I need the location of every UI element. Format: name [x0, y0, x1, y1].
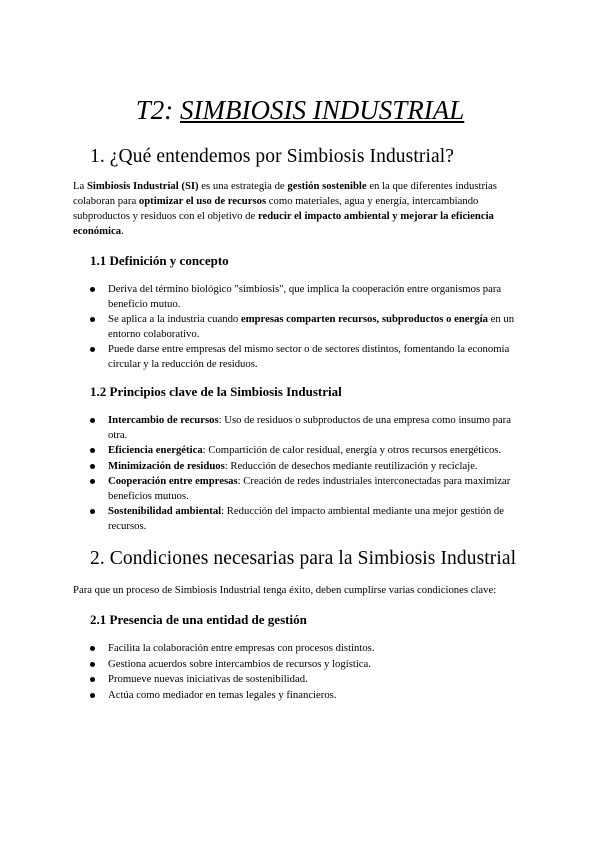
list-item-bold-text: Cooperación entre empresas: [108, 475, 238, 487]
paragraph-bold-text: Simbiosis Industrial (SI): [86, 180, 199, 192]
list-item-text: en un entorno colaborativo.: [108, 313, 515, 340]
subsection-2-1-heading: 2.1 Presencia de una entidad de gestión: [90, 612, 307, 627]
list-item: [88, 474, 520, 503]
subsection-2-1-list: [88, 641, 520, 703]
document-title: [0, 95, 600, 126]
title-prefix: T2:: [135, 95, 181, 125]
paragraph-text: La: [73, 180, 87, 192]
subsection-1-1-list: [88, 282, 520, 372]
paragraph-bold-text: reducir el impacto ambiental y mejorar la eficiencia económica: [73, 210, 494, 237]
list-item-text: Se aplica a la industria cuando: [108, 313, 241, 325]
section-1-heading: 1. ¿Qué entendemos por Simbiosis Industrial?: [90, 146, 455, 167]
subsection-1-2-heading: 1.2 Principios clave de la Simbiosis Industrial: [90, 384, 342, 399]
list-item-text: Puede darse entre empresas del mismo sector o de sectores distintos, fomentando la economía circular y la reducción de residuos.: [108, 343, 510, 370]
section-2-intro: [73, 583, 523, 598]
list-item-bold-text: Minimización de residuos: [108, 459, 225, 472]
title-main: SIMBIOSIS INDUSTRIAL: [180, 95, 465, 125]
list-item: [88, 443, 520, 458]
list-item-bold-text: Intercambio de recursos: [108, 414, 219, 426]
paragraph-text: .: [121, 225, 124, 237]
list-item: [88, 282, 520, 311]
list-item: [88, 342, 520, 371]
list-item-bold-text: Sostenibilidad ambiental: [108, 505, 222, 517]
list-item: [88, 672, 520, 687]
list-item: [88, 641, 520, 656]
list-item: [88, 688, 520, 703]
section-2-heading: 2. Condiciones necesarias para la Simbiosis Industrial: [90, 548, 517, 569]
list-item-text: Promueve nuevas iniciativas de sostenibilidad.: [108, 673, 308, 685]
list-item-text: Actúa como mediador en temas legales y financieros.: [108, 688, 337, 701]
paragraph-text: en la que diferentes industrias colaboran para: [73, 180, 497, 207]
list-item: [88, 504, 520, 533]
list-item: [88, 312, 520, 341]
list-item-text: : Creación de redes industriales interconectadas para maximizar beneficios mutuos.: [108, 475, 511, 502]
list-item: [88, 657, 520, 672]
list-item-bold-text: empresas comparten recursos, subproductos o energía: [240, 313, 488, 325]
list-item: [88, 413, 520, 442]
paragraph-text: es una estrategia de: [198, 180, 288, 192]
subsection-1-2-list: [88, 413, 520, 534]
paragraph-text: Para que un proceso de Simbiosis Industrial tenga éxito, deben cumplirse varias condiciones clave:: [73, 584, 497, 596]
list-item-text: Deriva del término biológico "simbiosis", que implica la cooperación entre organismos para beneficio mutuo.: [108, 283, 502, 310]
list-item-text: : Uso de residuos o subproductos de una empresa como insumo para otra.: [108, 414, 511, 441]
list-item-text: : Reducción de desechos mediante reutilización y reciclaje.: [224, 459, 478, 472]
subsection-1-1-heading: 1.1 Definición y concepto: [90, 253, 229, 268]
list-item-text: Facilita la colaboración entre empresas con procesos distintos.: [108, 642, 375, 654]
list-item-text: Gestiona acuerdos sobre intercambios de recursos y logística.: [108, 657, 371, 670]
paragraph-bold-text: optimizar el uso de recursos: [138, 195, 267, 207]
section-1-intro: [73, 179, 523, 239]
paragraph-bold-text: gestión sostenible: [287, 180, 367, 192]
list-item-bold-text: Eficiencia energética: [108, 444, 203, 456]
paragraph-text: como materiales, agua y energía, intercambiando subproductos y residuos con el objetivo de: [73, 195, 479, 222]
list-item-text: : Reducción del impacto ambiental mediante una mejor gestión de recursos.: [108, 505, 504, 532]
list-item-text: : Compartición de calor residual, energía y otros recursos energéticos.: [202, 444, 502, 456]
list-item: [88, 459, 520, 474]
